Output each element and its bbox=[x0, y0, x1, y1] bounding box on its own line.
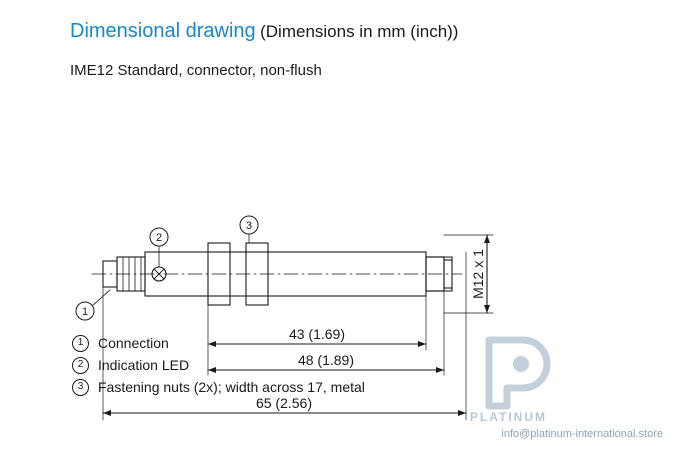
callout-2-label: 2 bbox=[155, 232, 163, 244]
legend-item-3 bbox=[72, 376, 492, 398]
legend-item-2 bbox=[72, 354, 492, 376]
callout-3 bbox=[240, 216, 258, 234]
page-title-units: (Dimensions in mm (inch)) bbox=[260, 22, 459, 41]
watermark bbox=[437, 334, 667, 444]
watermark-brand: PLATINUM bbox=[469, 410, 547, 424]
page-title-main: Dimensional drawing bbox=[70, 20, 256, 42]
dim-text-m12: M12 x 1 bbox=[470, 249, 486, 299]
callout-3-label: 3 bbox=[245, 220, 253, 232]
legend-marker-3: 3 bbox=[72, 379, 89, 396]
dim-text-65: 65 (2.56) bbox=[255, 395, 313, 411]
dim-text-48: 48 (1.89) bbox=[297, 352, 355, 368]
legend-marker-2: 2 bbox=[72, 357, 89, 374]
callout-1-label: 1 bbox=[81, 306, 89, 318]
dim-text-43: 43 (1.69) bbox=[288, 326, 346, 342]
legend-label-1: Connection bbox=[98, 335, 169, 351]
callout-2 bbox=[150, 228, 168, 246]
legend bbox=[72, 332, 492, 398]
page-title bbox=[70, 20, 458, 43]
platinum-logo-icon bbox=[477, 336, 551, 410]
legend-marker-1: 1 bbox=[72, 335, 89, 352]
page-subtitle: IME12 Standard, connector, non-flush bbox=[70, 62, 322, 79]
legend-label-3: Fastening nuts (2x); width across 17, metal bbox=[98, 379, 365, 395]
legend-item-1 bbox=[72, 332, 492, 354]
watermark-url: info@platinum-international.store bbox=[501, 428, 663, 440]
legend-label-2: Indication LED bbox=[98, 357, 190, 373]
callout-1 bbox=[76, 302, 94, 320]
